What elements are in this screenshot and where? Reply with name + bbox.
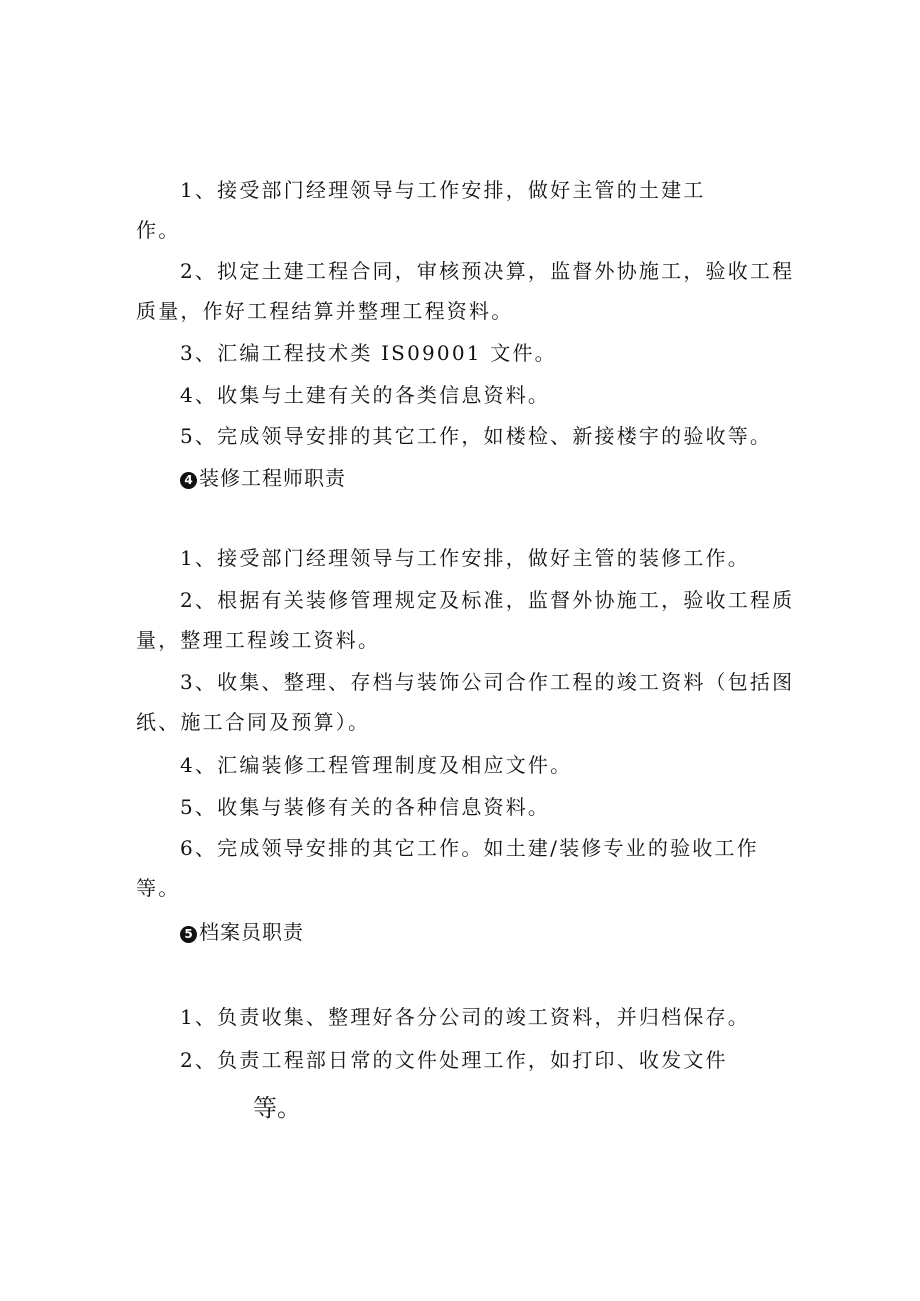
decoration-section-title: 装修工程师职责 [199,466,346,490]
civil-item-1-line-1: 1、接受部门经理领导与工作安排，做好主管的土建工 [180,178,706,202]
decoration-item-3-line-1: 3、收集、整理、存档与装饰公司合作工程的竣工资料（包括图 [180,670,795,694]
decoration-section-heading [180,466,346,490]
archivist-section-heading [180,920,304,944]
civil-item-4: 4、收集与土建有关的各类信息资料。 [180,383,551,407]
decoration-item-6-line-1: 6、完成领导安排的其它工作。如土建/装修专业的验收工作 [180,836,759,860]
decoration-item-4: 4、汇编装修工程管理制度及相应文件。 [180,753,573,777]
archivist-item-2-line-2: 等。 [253,1094,301,1122]
archivist-section-title: 档案员职责 [199,920,304,944]
civil-item-5: 5、完成领导安排的其它工作，如楼检、新接楼宇的验收等。 [180,424,773,448]
decoration-item-3-line-2: 纸、施工合同及预算）。 [136,710,371,734]
archivist-item-2-line-1: 2、负责工程部日常的文件处理工作，如打印、收发文件 [180,1048,728,1072]
decoration-item-2-line-2: 量，整理工程竣工资料。 [136,628,381,652]
civil-item-1-line-2: 作。 [136,218,181,242]
decoration-item-2-line-1: 2、根据有关装修管理规定及标准，监督外协施工，验收工程质 [180,588,795,612]
civil-item-3: 3、汇编工程技术类 IS09001 文件。 [180,341,557,365]
civil-item-2-line-2: 质量，作好工程结算并整理工程资料。 [136,299,514,323]
number-4-marker-icon: 4 [180,472,197,489]
number-5-marker-icon: 5 [180,926,197,943]
civil-item-2-line-1: 2、拟定土建工程合同，审核预决算，监督外协施工，验收工程 [180,259,795,283]
decoration-item-6-line-2: 等。 [136,876,181,900]
decoration-item-5: 5、收集与装修有关的各种信息资料。 [180,795,551,819]
decoration-item-1: 1、接受部门经理领导与工作安排，做好主管的装修工作。 [180,546,750,570]
archivist-item-1: 1、负责收集、整理好各分公司的竣工资料，并归档保存。 [180,1005,750,1029]
